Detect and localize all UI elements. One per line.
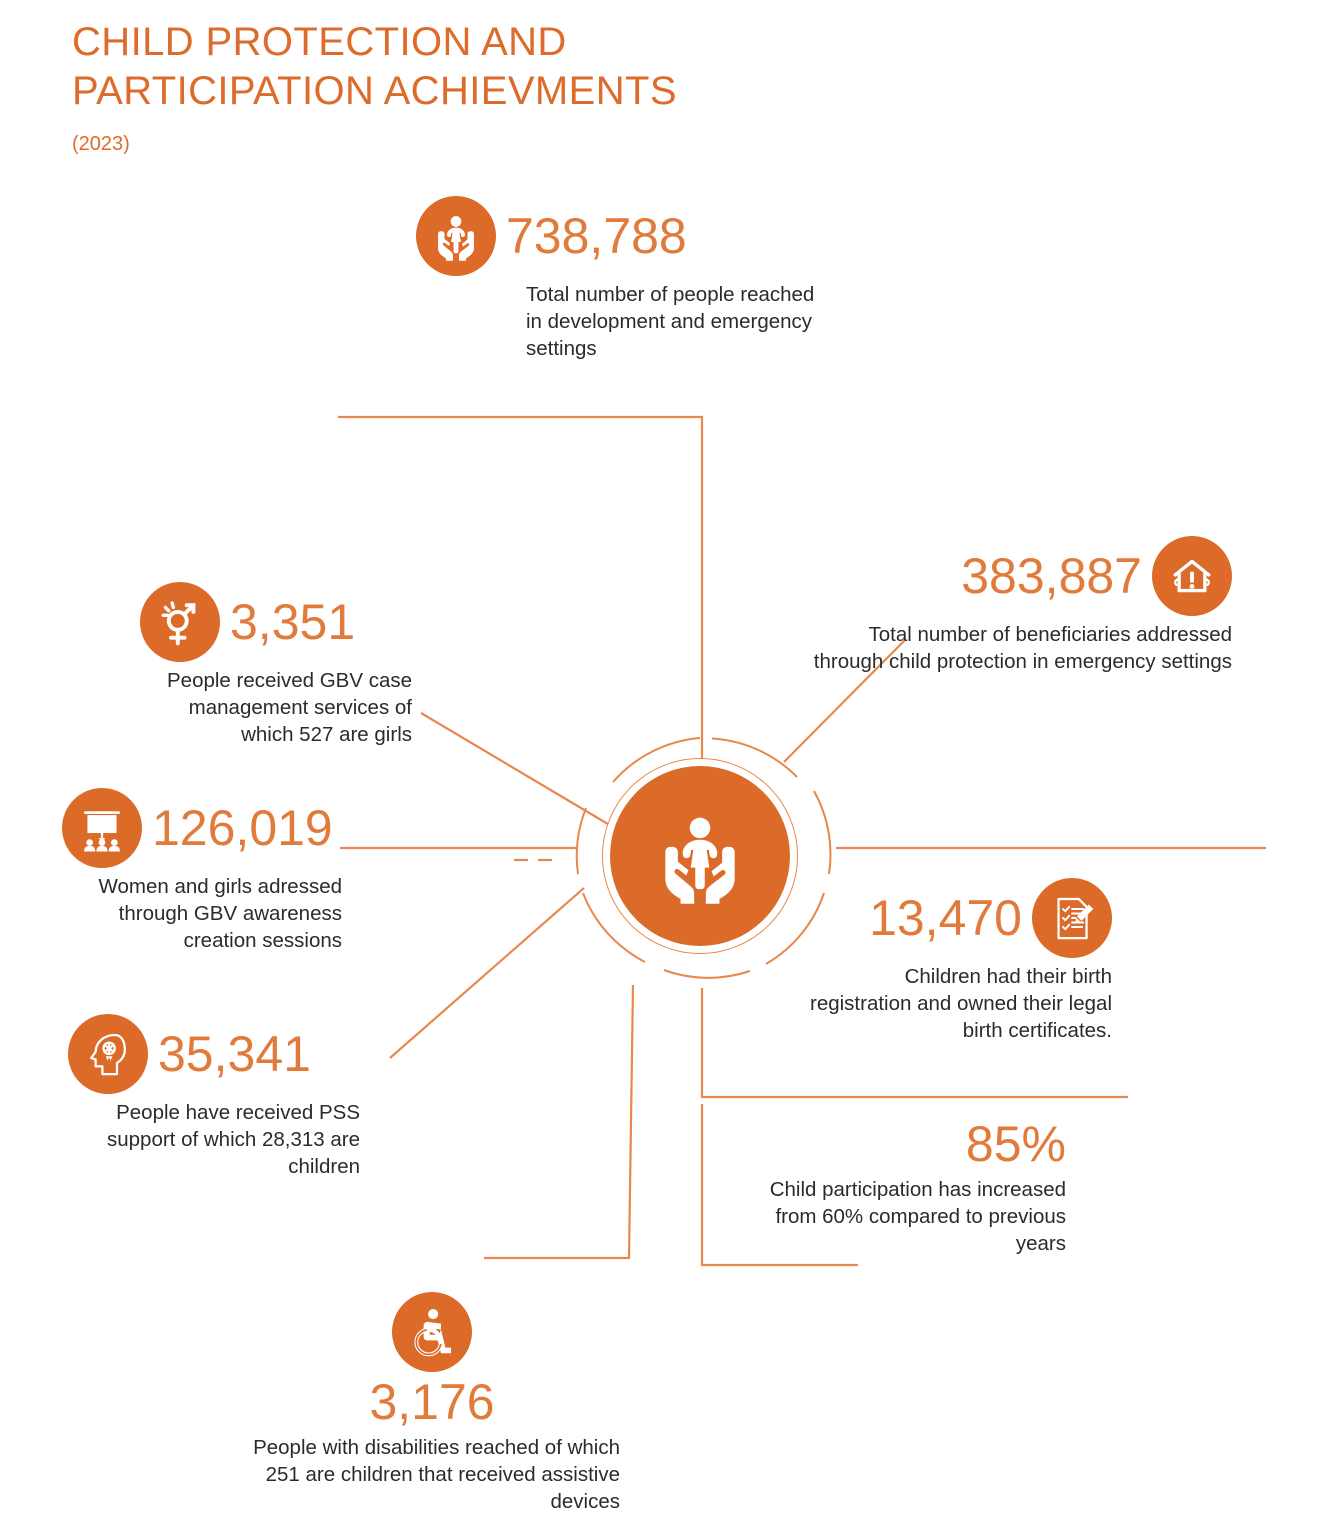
central-hub: [610, 766, 790, 946]
training-session-icon: [62, 788, 142, 868]
mental-health-head-icon: [68, 1014, 148, 1094]
stat-pss-support: [68, 1014, 360, 1180]
stat-total-reached: [416, 196, 816, 362]
stat-description: Total number of beneficiaries addressed through child protection in emergency settings: [813, 623, 1232, 674]
title-year: (2023): [72, 132, 130, 155]
stat-value: 85%: [965, 1116, 1066, 1172]
stat-disability-reached: [244, 1292, 620, 1515]
stat-value: 35,341: [158, 1025, 311, 1082]
connector-disability: [484, 985, 633, 1258]
stat-gbv-case-management: [140, 582, 412, 748]
stat-child-participation: [744, 1118, 1066, 1257]
title-line-1: CHILD PROTECTION AND: [72, 20, 567, 64]
stat-value: 3,351: [230, 593, 356, 650]
child-in-hands-icon: [416, 196, 496, 276]
stat-description: Total number of people reached in development and emergency settings: [526, 283, 815, 361]
title-line-2: PARTICIPATION ACHIEVMENTS: [72, 68, 677, 113]
page-title: [72, 18, 832, 156]
gender-symbol-icon: [140, 582, 220, 662]
document-checklist-pencil-icon: [1032, 878, 1112, 958]
stat-value: 13,470: [869, 889, 1022, 946]
stat-description: People received GBV case management services of which 527 are girls: [167, 669, 412, 747]
stat-description: People with disabilities reached of which 251 are children that received assistive devices: [253, 1436, 620, 1514]
stat-gbv-awareness-sessions: [62, 788, 342, 954]
child-in-hands-icon: [646, 802, 754, 910]
stat-value: 738,788: [506, 207, 687, 264]
stat-value: 126,019: [152, 799, 333, 856]
stat-birth-registration: [800, 878, 1112, 1044]
stat-description: People have received PSS support of which 28,313 are children: [107, 1101, 360, 1179]
stat-description: Women and girls adressed through GBV awareness creation sessions: [98, 875, 342, 953]
stat-emergency-beneficiaries: [806, 536, 1232, 675]
stat-description: Child participation has increased from 60% compared to previous years: [769, 1178, 1066, 1256]
emergency-shelter-icon: [1152, 536, 1232, 616]
stat-value: 383,887: [961, 547, 1142, 604]
connector-gbv-cases: [421, 713, 618, 830]
wheelchair-accessibility-icon: [392, 1292, 472, 1372]
stat-value: 3,176: [369, 1374, 495, 1430]
stat-description: Children had their birth registration and owned their legal birth certificates.: [810, 965, 1112, 1043]
connector-pss: [390, 888, 584, 1058]
